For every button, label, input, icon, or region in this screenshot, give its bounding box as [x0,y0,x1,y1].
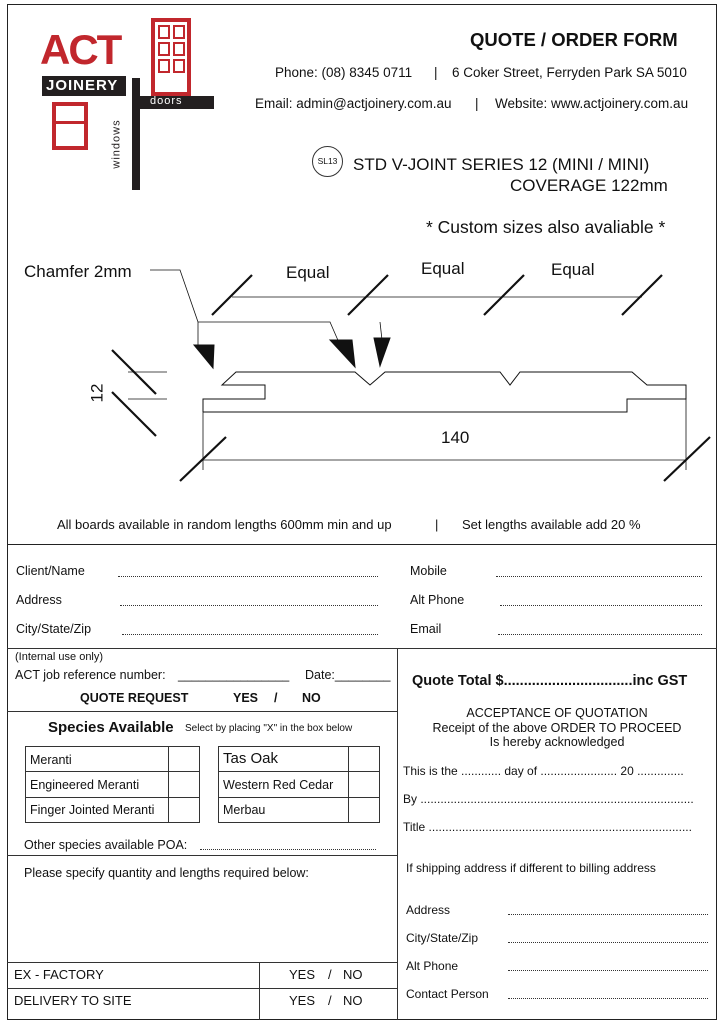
equal-label-1: Equal [286,263,330,282]
shipping-note: If shipping address if different to billing address [406,861,656,875]
species-engineered-meranti: Engineered Meranti [30,778,140,792]
thickness-label: 12 [87,383,107,403]
email-text: Email: admin@actjoinery.com.au [255,96,452,111]
mobile-label: Mobile [410,564,447,578]
species-checkbox-finger-jointed[interactable] [169,798,199,822]
equal-label-3: Equal [551,260,595,279]
product-name: STD V-JOINT SERIES 12 (MINI / MINI) [353,155,650,174]
address-label: Address [16,593,62,607]
ship-contact-field[interactable] [508,998,708,999]
mobile-field[interactable] [496,576,702,577]
quote-request-label: QUOTE REQUEST [80,691,189,705]
email-field[interactable] [498,634,702,635]
job-ref-field[interactable]: ________________ [178,668,290,682]
species-checkbox-meranti[interactable] [169,747,199,771]
delivery-no[interactable]: NO [343,993,363,1008]
city-field[interactable] [122,634,378,635]
lengths-note: All boards available in random lengths 600mm min and up [57,517,392,532]
address-field[interactable] [120,605,378,606]
acceptance-title: ACCEPTANCE OF QUOTATION [466,706,648,720]
logo-windows: windows [110,119,123,169]
species-checkbox-tas-oak[interactable] [349,747,379,771]
door-graphic [151,18,191,96]
set-lengths-note: Set lengths available add 20 % [462,517,641,532]
species-western-red-cedar: Western Red Cedar [223,778,334,792]
quote-request-yes[interactable]: YES [233,691,259,705]
city-label: City/State/Zip [16,622,92,636]
logo-act: ACT [40,26,121,73]
chamfer-label: Chamfer 2mm [24,262,132,281]
product-code-badge: SL13 [312,146,343,177]
logo-joinery: JOINERY [46,77,119,94]
species-meranti: Meranti [30,753,72,767]
form-title: QUOTE / ORDER FORM [470,29,678,50]
species-merbau: Merbau [223,803,266,817]
ex-factory-yes[interactable]: YES [289,967,316,982]
species-checkbox-western-red-cedar[interactable] [349,772,379,797]
species-finger-jointed-meranti: Finger Jointed Meranti [30,803,155,817]
delivery-to-site-label: DELIVERY TO SITE [14,993,132,1008]
acceptance-acknowledged: Is hereby acknowledged [489,735,625,749]
acceptance-date-line[interactable]: This is the ............ day of ....................... 20 .............. [403,764,684,778]
ship-contact-label: Contact Person [406,987,489,1001]
species-tas-oak: Tas Oak [223,750,279,767]
species-title: Species Available [48,719,174,736]
client-name-label: Client/Name [16,564,85,578]
company-logo [38,18,218,190]
species-checkbox-merbau[interactable] [349,798,379,822]
ship-city-field[interactable] [508,942,708,943]
window-graphic [52,102,88,150]
acceptance-receipt: Receipt of the above ORDER TO PROCEED [432,721,682,735]
address-text: 6 Coker Street, Ferryden Park SA 5010 [452,65,687,80]
ship-address-field[interactable] [508,914,708,915]
logo-doors: doors [150,95,183,107]
quantity-label: Please specify quantity and lengths required below: [24,866,309,880]
ex-factory-no[interactable]: NO [343,967,363,982]
species-instruction: Select by placing "X" in the box below [185,723,353,734]
other-species-field[interactable] [200,849,376,850]
date-field[interactable]: Date:________ [305,668,391,682]
acceptance-title-line[interactable]: Title ............................................................................... [403,820,692,834]
species-checkbox-engineered-meranti[interactable] [169,772,199,797]
other-species-label: Other species available POA: [24,838,188,852]
internal-note: (Internal use only) [15,651,104,663]
delivery-yes[interactable]: YES [289,993,316,1008]
website-text: Website: www.actjoinery.com.au [495,96,689,111]
equal-label-2: Equal [421,259,465,278]
ship-city-label: City/State/Zip [406,931,479,945]
custom-sizes-note: * Custom sizes also avaliable * [426,217,666,237]
quote-total[interactable]: Quote Total $................................inc GST [412,673,688,689]
quote-request-no[interactable]: NO [302,691,321,705]
job-ref-label: ACT job reference number: [15,668,166,682]
alt-phone-label: Alt Phone [410,593,465,607]
alt-phone-field[interactable] [500,605,702,606]
product-coverage: COVERAGE 122mm [510,176,668,195]
quantity-area[interactable] [10,885,395,960]
profile-diagram [0,250,724,490]
client-name-field[interactable] [118,576,378,577]
ship-phone-label: Alt Phone [406,959,459,973]
ex-factory-label: EX - FACTORY [14,967,104,982]
email-label: Email [410,622,442,636]
acceptance-by-line[interactable]: By .................................................................................. [403,792,694,806]
ship-phone-field[interactable] [508,970,708,971]
width-label: 140 [441,428,470,447]
board-profile [203,372,686,412]
phone-text: Phone: (08) 8345 0711 [275,65,413,80]
ship-address-label: Address [406,903,451,917]
